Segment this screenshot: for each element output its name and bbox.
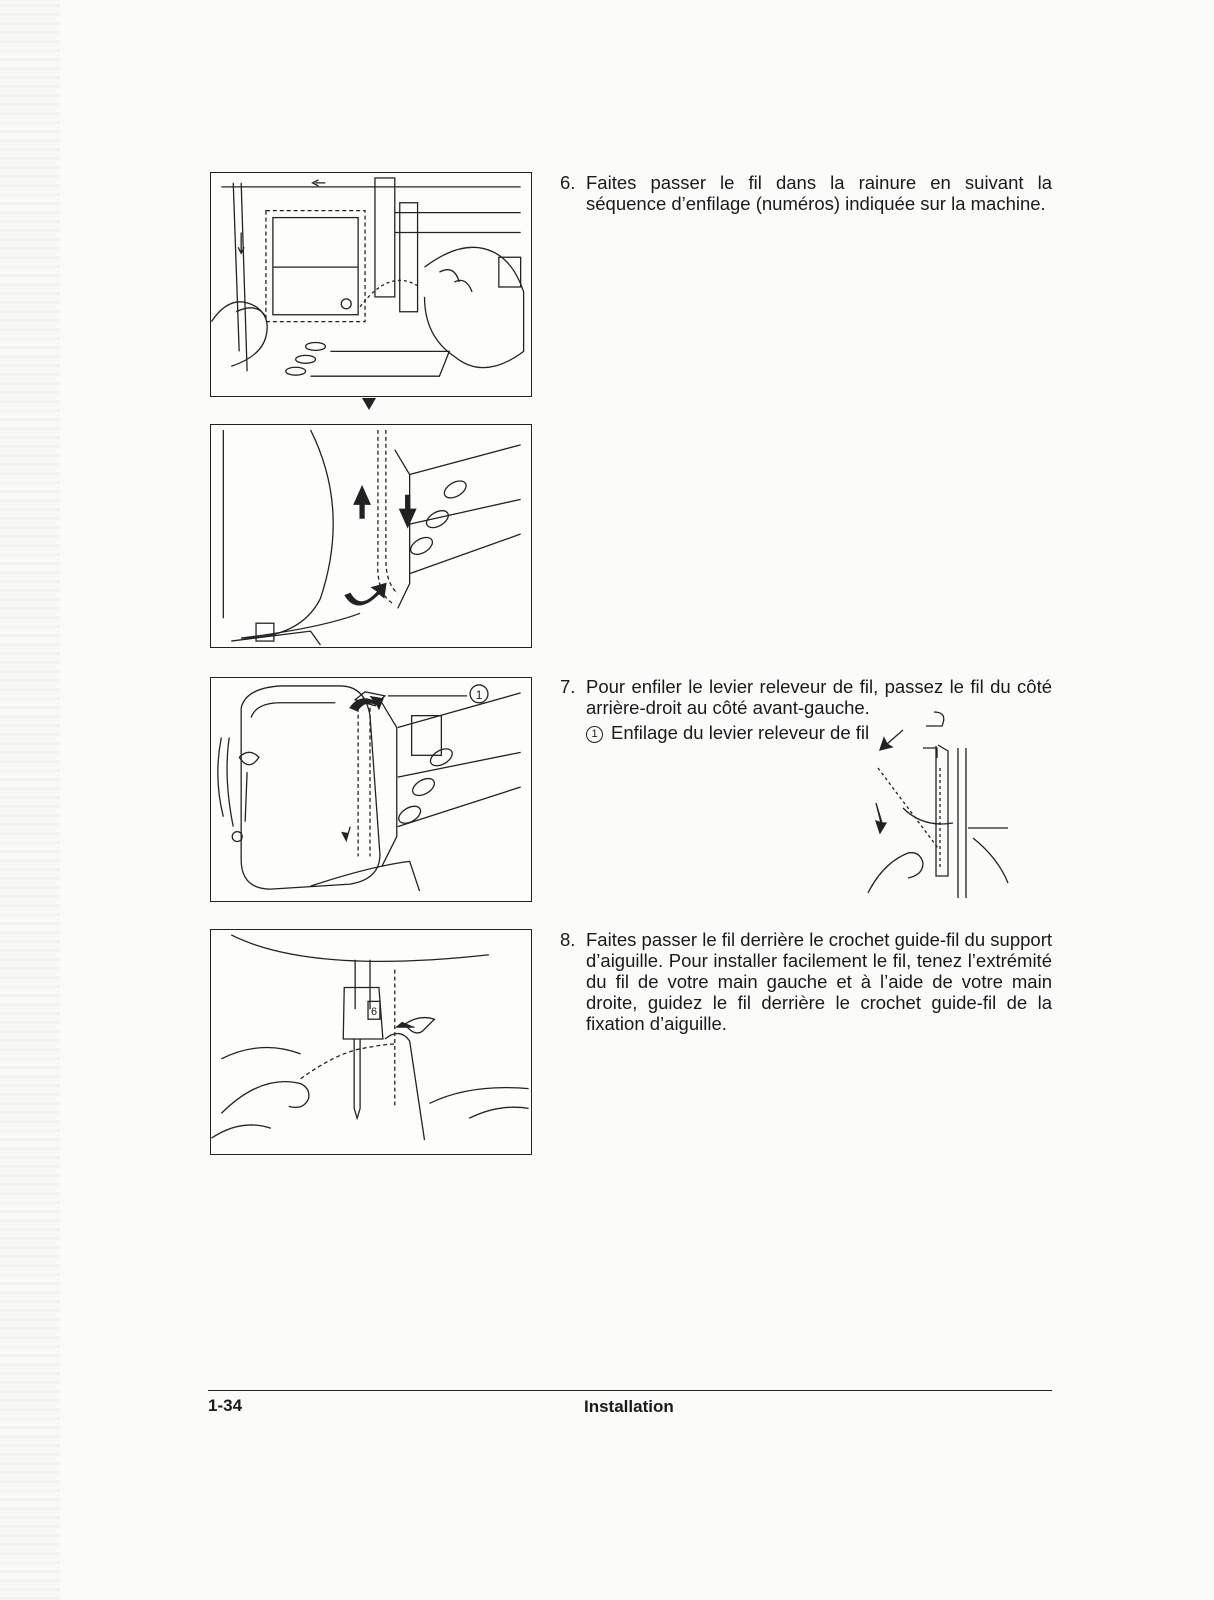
fig3-callout-label: 1 — [475, 687, 483, 702]
figure-thread-path-arrows — [210, 424, 532, 648]
step-6-text: Faites passer le fil dans la rainure en suivant la séquence d’enfilage (numéros) indiquée sur la machine. — [586, 172, 1052, 214]
step-7-note-text: Enfilage du levier releveur de fil — [611, 722, 870, 743]
step-8-text: Faites passer le fil derrière le crochet guide-fil du support d’aiguille. Pour installer facilement le fil, tenez l’extrémité du fil de votre main gauche et à l’aide de votre main droite, guidez le fil derrière le crochet guide-fil de la fixation d’aiguille. — [586, 929, 1052, 1034]
fig4-label: 6 — [370, 1006, 378, 1019]
step-8 — [560, 929, 1052, 1034]
step-7-number: 7. — [560, 676, 576, 697]
figure-threading-groove — [210, 172, 532, 397]
callout-marker: 1 — [586, 726, 603, 743]
step-6 — [560, 172, 1052, 214]
footer-rule — [208, 1390, 1052, 1391]
section-title: Installation — [584, 1397, 674, 1416]
inset-take-up-lever-detail — [848, 708, 1026, 900]
step-8-number: 8. — [560, 929, 576, 950]
scan-edge-noise — [0, 0, 60, 1600]
figure-needle-bar-guide — [210, 929, 532, 1155]
step-6-number: 6. — [560, 172, 576, 193]
figure-take-up-lever — [210, 677, 532, 902]
page-number: 1-34 — [208, 1396, 243, 1415]
step-7-text: Pour enfiler le levier releveur de fil, passez le fil du côté arrière-droit au côté avant-gauche. — [586, 676, 1052, 718]
sequence-arrow-down-icon — [362, 398, 376, 410]
